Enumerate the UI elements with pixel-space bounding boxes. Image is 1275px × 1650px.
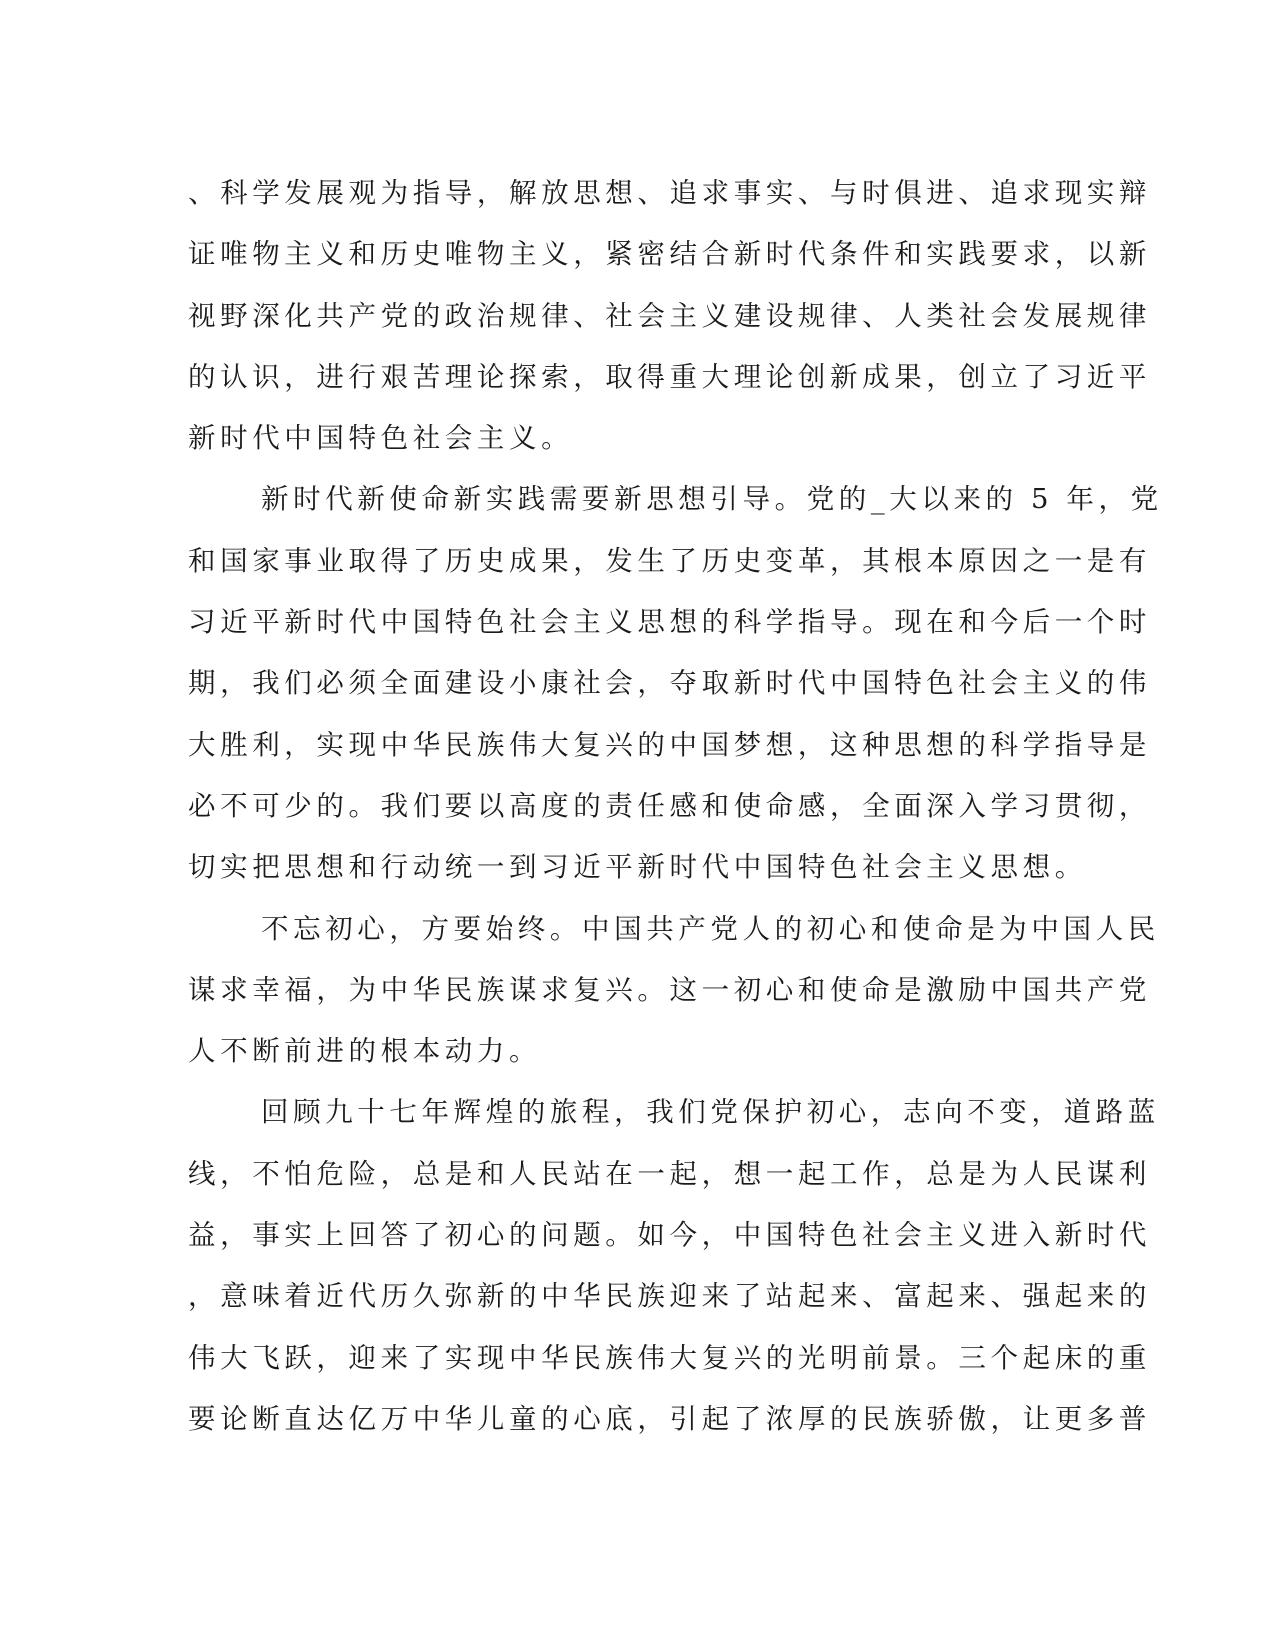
text-line: 的认识，进行艰苦理论探索，取得重大理论创新成果，创立了习近平: [188, 360, 1151, 393]
text-line: ，意味着近代历久弥新的中华民族迎来了站起来、富起来、强起来的: [188, 1280, 1151, 1313]
body-text: [188, 163, 1163, 1450]
text-line: 伟大飞跃，迎来了实现中华民族伟大复兴的光明前景。三个起床的重: [188, 1341, 1151, 1374]
paragraph-first-line: 新时代新使命新实践需要新思想引导。党的_大以来的 5 年，党: [261, 483, 1163, 516]
text-line: 线，不怕危险，总是和人民站在一起，想一起工作，总是为人民谋利: [188, 1157, 1151, 1190]
paragraph-first-line: 不忘初心，方要始终。中国共产党人的初心和使命是为中国人民: [261, 912, 1160, 945]
text-line: 大胜利，实现中华民族伟大复兴的中国梦想，这种思想的科学指导是: [188, 728, 1151, 761]
paragraph-first-line: 回顾九十七年辉煌的旅程，我们党保护初心，志向不变，道路蓝: [261, 1096, 1160, 1129]
text-line: 新时代中国特色社会主义。: [188, 422, 574, 455]
text-line: 要论断直达亿万中华儿童的心底，引起了浓厚的民族骄傲，让更多普: [188, 1402, 1151, 1435]
text-line: 人不断前进的根本动力。: [188, 1035, 542, 1068]
text-line: 期，我们必须全面建设小康社会，夺取新时代中国特色社会主义的伟: [188, 667, 1151, 700]
text-line: 视野深化共产党的政治规律、社会主义建设规律、人类社会发展规律: [188, 299, 1151, 332]
text-line: 切实把思想和行动统一到习近平新时代中国特色社会主义思想。: [188, 851, 1087, 884]
text-line: 必不可少的。我们要以高度的责任感和使命感，全面深入学习贯彻，: [188, 789, 1151, 822]
text-line: 习近平新时代中国特色社会主义思想的科学指导。现在和今后一个时: [188, 606, 1151, 639]
text-line: 证唯物主义和历史唯物主义，紧密结合新时代条件和实践要求，以新: [188, 238, 1151, 271]
text-line: 、科学发展观为指导，解放思想、追求事实、与时俱进、追求现实辩: [188, 177, 1151, 209]
text-line: 谋求幸福，为中华民族谋求复兴。这一初心和使命是激励中国共产党: [188, 973, 1151, 1006]
text-line: 和国家事业取得了历史成果，发生了历史变革，其根本原因之一是有: [188, 544, 1151, 577]
text-line: 益，事实上回答了初心的问题。如今，中国特色社会主义进入新时代: [188, 1219, 1151, 1252]
